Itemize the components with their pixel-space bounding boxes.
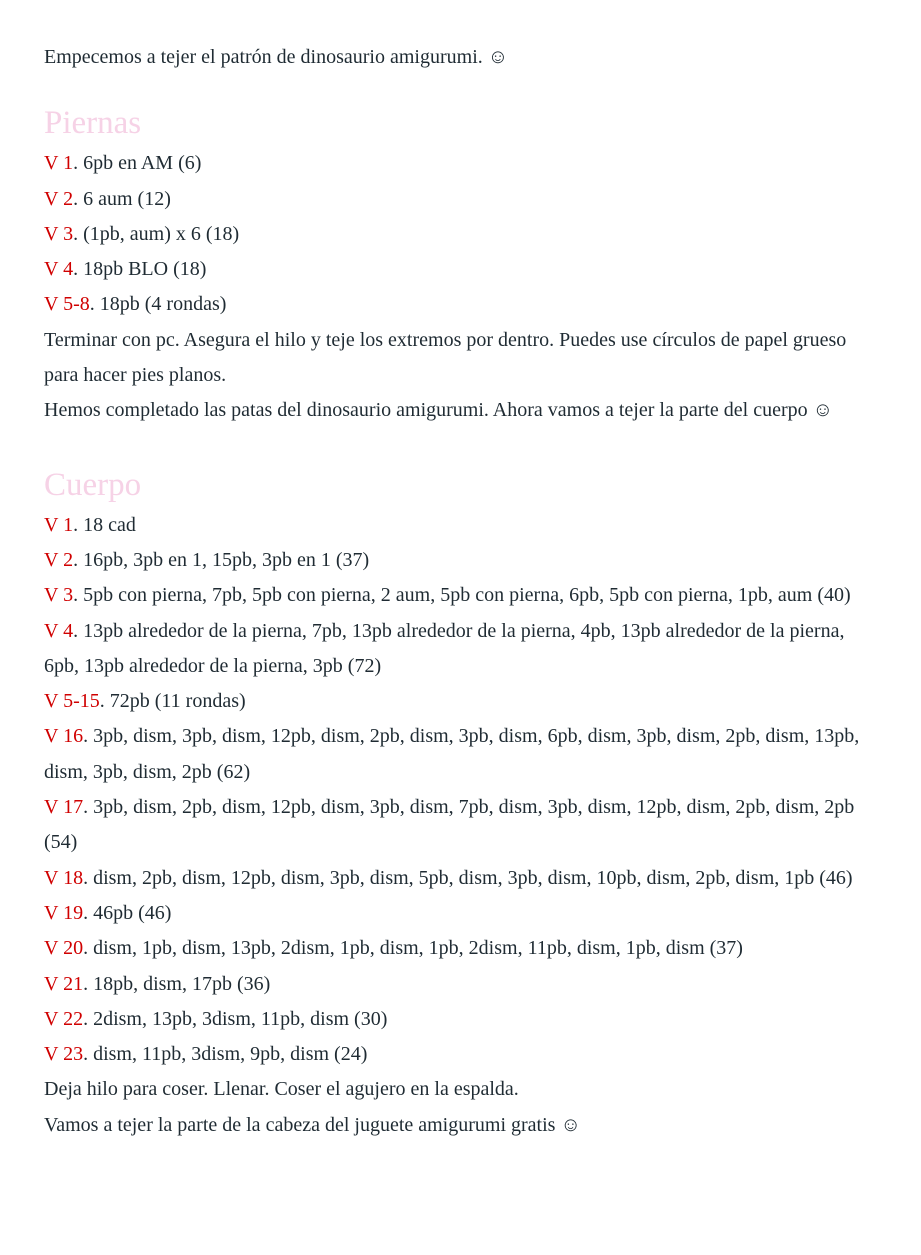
section-heading-piernas: Piernas: [44, 105, 142, 142]
round-line: [44, 287, 877, 322]
round-instructions: . 46pb (46): [83, 901, 172, 924]
round-instructions: . (1pb, aum) x 6 (18): [73, 222, 240, 245]
round-line: [44, 146, 877, 181]
round-instructions: . 6 aum (12): [73, 187, 171, 210]
round-label: V 1: [44, 152, 74, 175]
round-label: V 2: [44, 187, 74, 210]
round-instructions: . 18pb (4 rondas): [89, 293, 227, 316]
round-label: V 19: [44, 901, 84, 924]
round-line: [44, 931, 877, 966]
round-line: [44, 790, 877, 861]
round-label: V 18: [44, 866, 84, 889]
note-text: Terminar con pc. Asegura el hilo y teje los extremos por dentro. Puedes use círculos de papel grueso para hacer pies planos.: [44, 328, 847, 387]
section-spacer: [44, 429, 877, 462]
section-heading-cuerpo: Cuerpo: [44, 466, 142, 503]
round-line: [44, 543, 877, 578]
round-instructions: . 6pb en AM (6): [73, 152, 202, 175]
round-line: [44, 252, 877, 287]
round-instructions: . 3pb, dism, 2pb, dism, 12pb, dism, 3pb, dism, 7pb, dism, 3pb, dism, 12pb, dism, 2pb, dism, 2pb (54): [44, 796, 855, 854]
round-instructions: . 16pb, 3pb en 1, 15pb, 3pb en 1 (37): [73, 548, 370, 571]
round-line: [44, 1002, 877, 1037]
round-label: V 2: [44, 548, 74, 571]
round-label: V 21: [44, 972, 84, 995]
round-instructions: . 2dism, 13pb, 3dism, 11pb, dism (30): [83, 1007, 388, 1030]
round-line: [44, 614, 877, 685]
round-label: V 1: [44, 513, 74, 536]
round-line: [44, 967, 877, 1002]
round-label: V 4: [44, 258, 74, 281]
round-instructions: . 3pb, dism, 3pb, dism, 12pb, dism, 2pb, dism, 3pb, dism, 6pb, dism, 3pb, dism, 2pb, dism, 13pb, dism, 3pb, dism, 2pb (62): [44, 725, 860, 783]
round-instructions: . 18pb BLO (18): [73, 258, 207, 281]
round-line: [44, 182, 877, 217]
intro-text: Empecemos a tejer el patrón de dinosaurio amigurumi. ☺: [44, 46, 509, 68]
note-text: Hemos completado las patas del dinosaurio amigurumi. Ahora vamos a tejer la parte del cuerpo ☺: [44, 399, 834, 422]
round-label: V 3: [44, 222, 74, 245]
round-line: [44, 1037, 877, 1072]
round-instructions: . 72pb (11 rondas): [99, 690, 246, 713]
round-instructions: . 5pb con pierna, 7pb, 5pb con pierna, 2 aum, 5pb con pierna, 6pb, 5pb con pierna, 1pb, aum (40): [73, 584, 851, 607]
round-line: [44, 508, 877, 543]
round-line: [44, 896, 877, 931]
round-line: [44, 861, 877, 896]
round-label: V 23: [44, 1043, 84, 1066]
round-label: V 22: [44, 1007, 84, 1030]
round-label: V 20: [44, 937, 84, 960]
round-label: V 16: [44, 725, 84, 748]
round-instructions: . 18pb, dism, 17pb (36): [83, 972, 271, 995]
round-label: V 5-15: [44, 690, 100, 713]
round-label: V 3: [44, 584, 74, 607]
round-label: V 4: [44, 619, 74, 642]
round-instructions: . 13pb alrededor de la pierna, 7pb, 13pb alrededor de la pierna, 4pb, 13pb alrededor de la pierna, 6pb, 13pb alrededor de la pierna, 3pb (72): [44, 619, 845, 677]
round-line: [44, 578, 877, 613]
round-line: [44, 217, 877, 252]
round-line: [44, 684, 877, 719]
round-instructions: . dism, 2pb, dism, 12pb, dism, 3pb, dism, 5pb, dism, 3pb, dism, 10pb, dism, 2pb, dism, 1pb (46): [83, 866, 853, 889]
note-text: Vamos a tejer la parte de la cabeza del juguete amigurumi gratis ☺: [44, 1113, 581, 1136]
round-label: V 17: [44, 796, 84, 819]
round-instructions: . dism, 1pb, dism, 13pb, 2dism, 1pb, dism, 1pb, 2dism, 11pb, dism, 1pb, dism (37): [83, 937, 743, 960]
note-text: Deja hilo para coser. Llenar. Coser el agujero en la espalda.: [44, 1078, 519, 1101]
round-label: V 5-8: [44, 293, 90, 316]
round-instructions: . dism, 11pb, 3dism, 9pb, dism (24): [83, 1043, 368, 1066]
round-instructions: . 18 cad: [73, 513, 136, 536]
round-line: [44, 719, 877, 790]
